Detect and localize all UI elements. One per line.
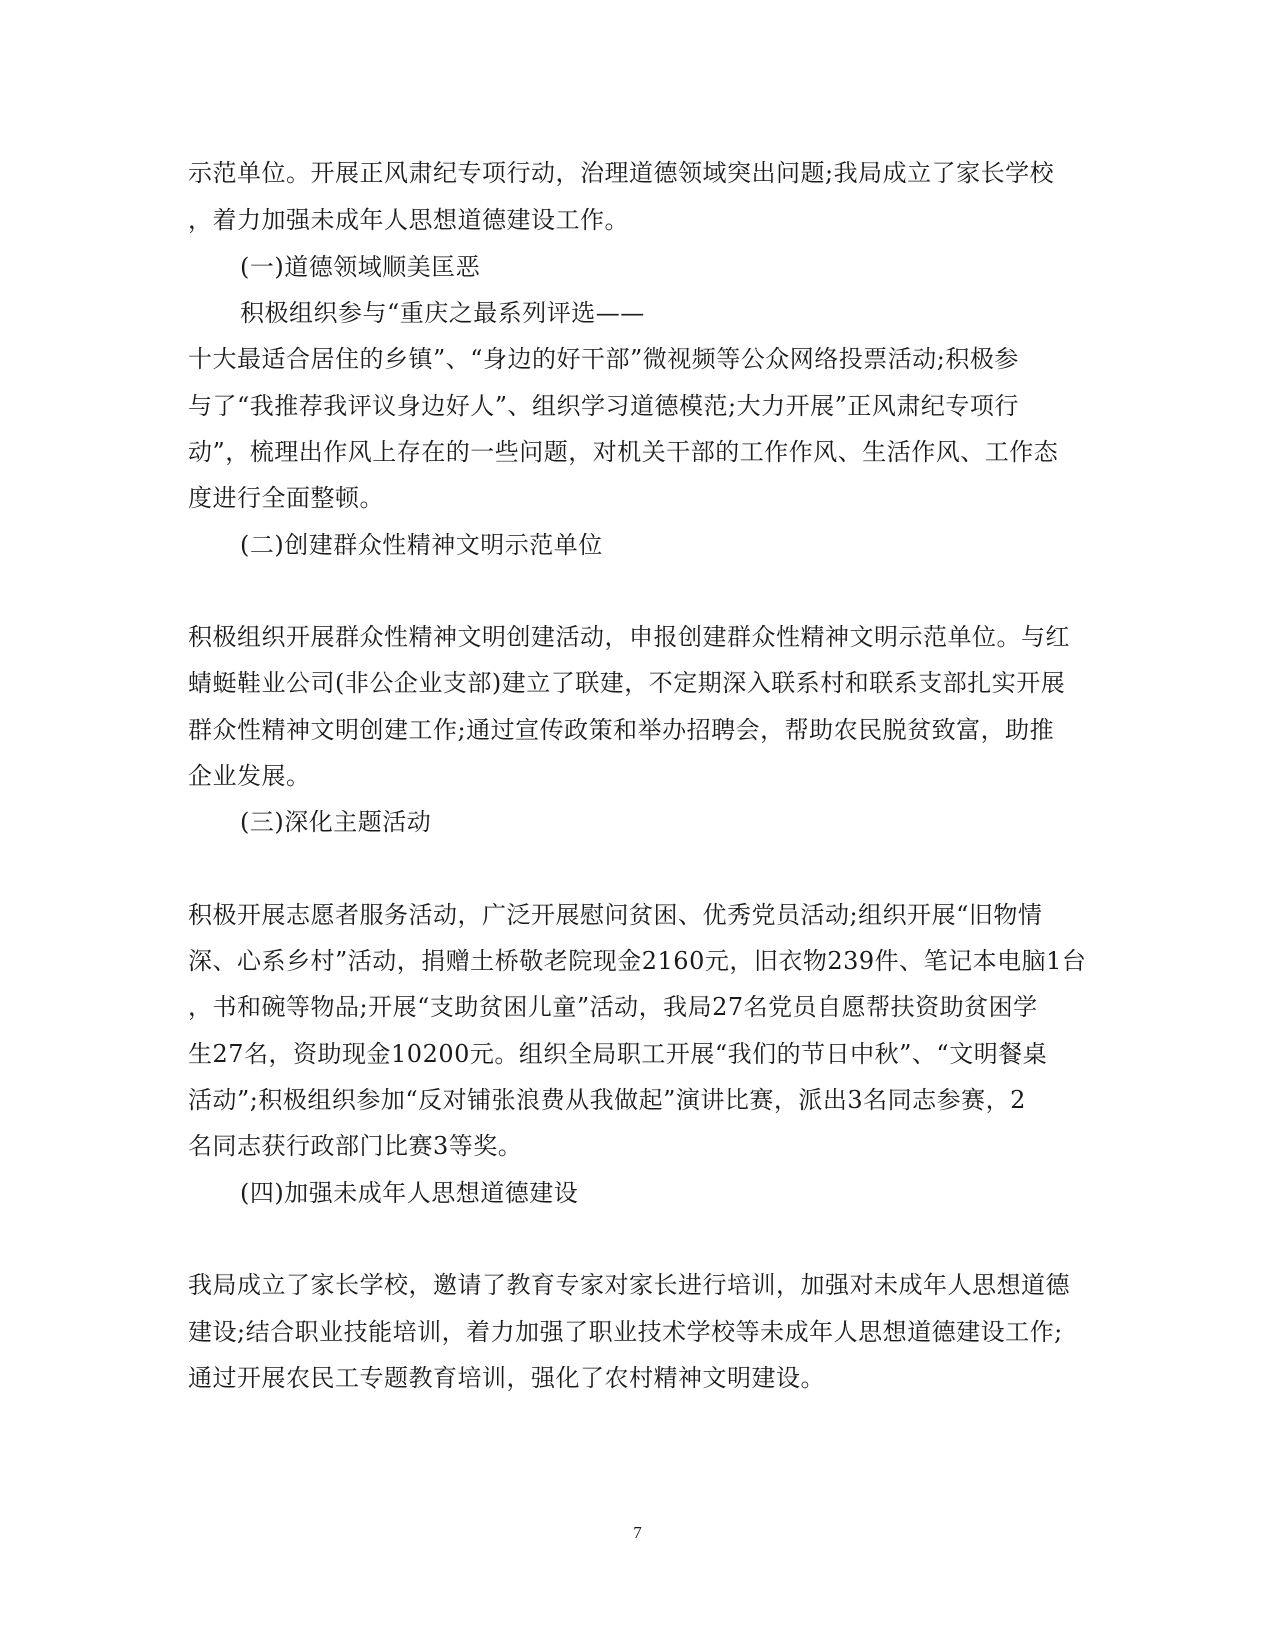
body-text-line: 与了“我推荐我评议身边好人”、组织学习道德模范;大力开展”正风肃纪专项行 [188,392,1019,420]
page-number: 7 [633,1523,642,1542]
body-text-line: 通过开展农民工专题教育培训，强化了农村精神文明建设。 [188,1364,825,1392]
body-text-line: 企业发展。 [188,762,311,790]
body-text-line: 十大最适合居住的乡镇”、“身边的好干部”微视频等公众网络投票活动;积极参 [188,345,1019,373]
section-heading-3: (三)深化主题活动 [240,808,432,836]
body-text-line: 蜻蜓鞋业公司(非公企业支部)建立了联建，不定期深入联系村和联系支部扎实开展 [188,669,1066,697]
body-text-line: 名同志获行政部门比赛3等奖。 [188,1132,523,1160]
body-text-line: 积极组织参与“重庆之最系列评选—— [240,299,645,327]
body-text-line: 积极开展志愿者服务活动，广泛开展慰问贫困、优秀党员活动;组织开展“旧物情 [188,901,1043,929]
body-text-line: 建设;结合职业技能培训，着力加强了职业技术学校等未成年人思想道德建设工作; [188,1318,1063,1346]
body-text-line: ，着力加强未成年人思想道德建设工作。 [188,206,629,234]
body-text-line: 动”，梳理出作风上存在的一些问题，对机关干部的工作作风、生活作风、工作态 [188,438,1059,466]
section-heading-2: (二)创建群众性精神文明示范单位 [240,531,603,559]
body-text-line: 积极组织开展群众性精神文明创建活动，申报创建群众性精神文明示范单位。与红 [188,623,1070,651]
body-text-line: 生27名，资助现金10200元。组织全局职工开展“我们的节日中秋”、“文明餐桌 [188,1040,1048,1068]
body-text-line: 群众性精神文明创建工作;通过宣传政策和举办招聘会，帮助农民脱贫致富，助推 [188,716,1055,744]
body-text-line: 度进行全面整顿。 [188,484,384,512]
section-heading-1: (一)道德领域顺美匡恶 [240,253,481,281]
body-text-line: 我局成立了家长学校，邀请了教育专家对家长进行培训，加强对未成年人思想道德 [188,1271,1070,1299]
section-heading-4: (四)加强未成年人思想道德建设 [240,1179,579,1207]
body-text-line: 活动”;积极组织参加“反对铺张浪费从我做起”演讲比赛，派出3名同志参赛，2 [188,1086,1026,1114]
body-text-line: 深、心系乡村”活动，捐赠土桥敬老院现金2160元，旧衣物239件、笔记本电脑1台 [188,947,1087,975]
body-text-line: 示范单位。开展正风肃纪专项行动，治理道德领域突出问题;我局成立了家长学校 [188,159,1055,187]
body-text-line: ，书和碗等物品;开展“支助贫困儿童”活动，我局27名党员自愿帮扶资助贫困学 [188,993,1038,1021]
